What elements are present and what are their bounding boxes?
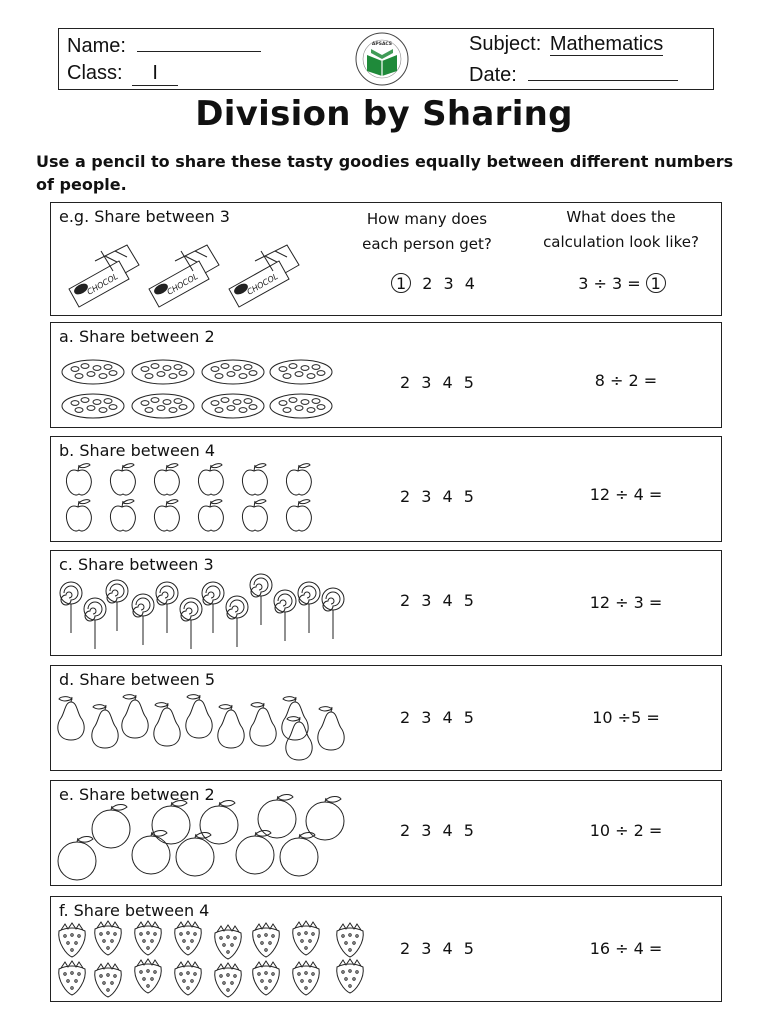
cookie-group [51,323,351,427]
pear-image [218,705,244,748]
strawberry-image [337,959,364,993]
strawberry-image [293,961,320,995]
example-calculation [547,273,697,293]
subject-field [469,33,663,56]
calculation[interactable]: 8 ÷ 2 = [594,371,658,390]
name-label: Name: [67,35,126,57]
cookie-image [132,394,194,418]
lollipop-image [156,582,178,633]
apple-image [242,500,267,531]
strawberry-image [293,921,320,955]
question-a [50,322,722,428]
question-heading-count [347,207,507,257]
orange-group [51,781,351,885]
strawberry-image [175,921,202,955]
svg-text:CHOCOL: CHOCOL [165,271,200,297]
apple-image [242,464,267,495]
cookie-image [270,394,332,418]
lollipop-image [226,596,248,647]
class-field [67,62,178,86]
question-e [50,780,722,886]
question-label: d. Share between 5 [59,670,216,689]
question-c [50,550,722,656]
instructions: Use a pencil to share these tasty goodies equally between different numbers of people. [36,152,734,194]
pear-image [250,703,276,746]
apple-image [286,500,311,531]
chocolate-bar-image [149,245,219,307]
strawberry-image [215,963,242,997]
calc-prefix: 3 ÷ 3 = [578,274,641,293]
strawberry-image [135,959,162,993]
name-field [67,33,261,58]
answer-choices[interactable]: 2 3 4 5 [400,373,474,392]
orange-image [280,833,318,877]
question-b [50,436,722,542]
choice-options: 2 3 4 [422,274,475,293]
logo-text-mid: APSACS [371,42,393,47]
class-label: Class: [67,62,123,84]
apple-image [198,500,223,531]
cookie-image [270,360,332,384]
apple-image [154,500,179,531]
answer-choices[interactable]: 2 3 4 5 [400,821,474,840]
lollipop-image [106,580,128,631]
subject-label: Subject: [469,33,542,55]
chocolate-bar-image [69,245,139,307]
apple-image [110,500,135,531]
class-value[interactable]: I [132,62,178,86]
strawberry-image [337,923,364,957]
question-d [50,665,722,771]
example-choices [383,273,483,293]
heading-line: calculation look like? [543,233,699,251]
apple-group [51,437,351,541]
calculation[interactable]: 10 ÷ 2 = [589,821,663,840]
calculation[interactable]: 12 ÷ 4 = [589,485,663,504]
orange-image [92,805,130,849]
apple-image [66,500,91,531]
calculation[interactable]: 10 ÷5 = [592,708,660,727]
cookie-image [202,360,264,384]
cookie-image [62,394,124,418]
strawberry-image [135,921,162,955]
apple-image [66,464,91,495]
heading-line: What does the [566,208,676,226]
svg-text:CHOCOL: CHOCOL [245,271,280,297]
name-blank[interactable] [137,33,261,52]
pear-image [154,703,180,746]
chocolate-bar-image [229,245,299,307]
lollipop-image [298,582,320,633]
calculation[interactable]: 16 ÷ 4 = [589,939,663,958]
lollipop-image [250,574,272,625]
strawberry-image [253,923,280,957]
chocolate-bars [51,203,351,315]
strawberry-image [215,925,242,959]
apple-image [110,464,135,495]
strawberry-image [59,923,86,957]
question-heading-calc [521,205,721,255]
strawberry-image [253,961,280,995]
pear-image [282,697,308,740]
pear-image [186,695,212,738]
example-box [50,202,722,316]
lollipop-image [84,598,106,649]
lollipop-image [60,582,82,633]
strawberry-image [175,961,202,995]
cookie-image [132,360,194,384]
lollipop-image [132,594,154,645]
heading-line: How many does [366,210,488,228]
lollipop-image [180,598,202,649]
strawberry-image [95,963,122,997]
strawberry-group [51,897,371,1001]
apple-image [154,464,179,495]
question-label: a. Share between 2 [59,327,215,346]
pear-image [318,707,344,750]
question-label: c. Share between 3 [59,555,214,574]
lollipop-group [51,551,351,655]
heading-line: each person get? [362,235,492,253]
answer-choices[interactable]: 2 3 4 5 [400,939,474,958]
worksheet-header [58,28,714,90]
orange-image [236,831,274,875]
date-field [469,62,678,87]
date-blank[interactable] [528,62,678,81]
apple-image [286,464,311,495]
pear-group [51,666,351,770]
lollipop-image [274,590,296,641]
strawberry-image [95,921,122,955]
school-logo [347,31,417,87]
question-label: b. Share between 4 [59,441,216,460]
calculation[interactable]: 12 ÷ 3 = [589,593,663,612]
question-label: e. Share between 2 [59,785,215,804]
orange-image [306,797,344,841]
orange-image [58,837,96,881]
apple-image [198,464,223,495]
pear-image [122,695,148,738]
strawberry-image [59,961,86,995]
question-label: f. Share between 4 [59,901,210,920]
circled-choice: 1 [391,273,411,293]
lollipop-image [202,582,224,633]
cookie-image [62,360,124,384]
cookie-image [202,394,264,418]
answer-choices[interactable]: 2 3 4 5 [400,487,474,506]
page-title: Division by Sharing [195,94,573,134]
lollipop-image [322,588,344,639]
circled-answer: 1 [646,273,666,293]
pear-image [92,705,118,748]
pear-image [58,697,84,740]
svg-text:CHOCOL: CHOCOL [85,271,120,297]
answer-choices[interactable]: 2 3 4 5 [400,708,474,727]
question-f [50,896,722,1002]
orange-image [176,833,214,877]
orange-image [132,831,170,875]
orange-image [258,795,296,839]
date-label: Date: [469,64,517,86]
answer-choices[interactable]: 2 3 4 5 [400,591,474,610]
example-label: e.g. Share between 3 [59,207,230,226]
subject-value: Mathematics [549,33,664,55]
